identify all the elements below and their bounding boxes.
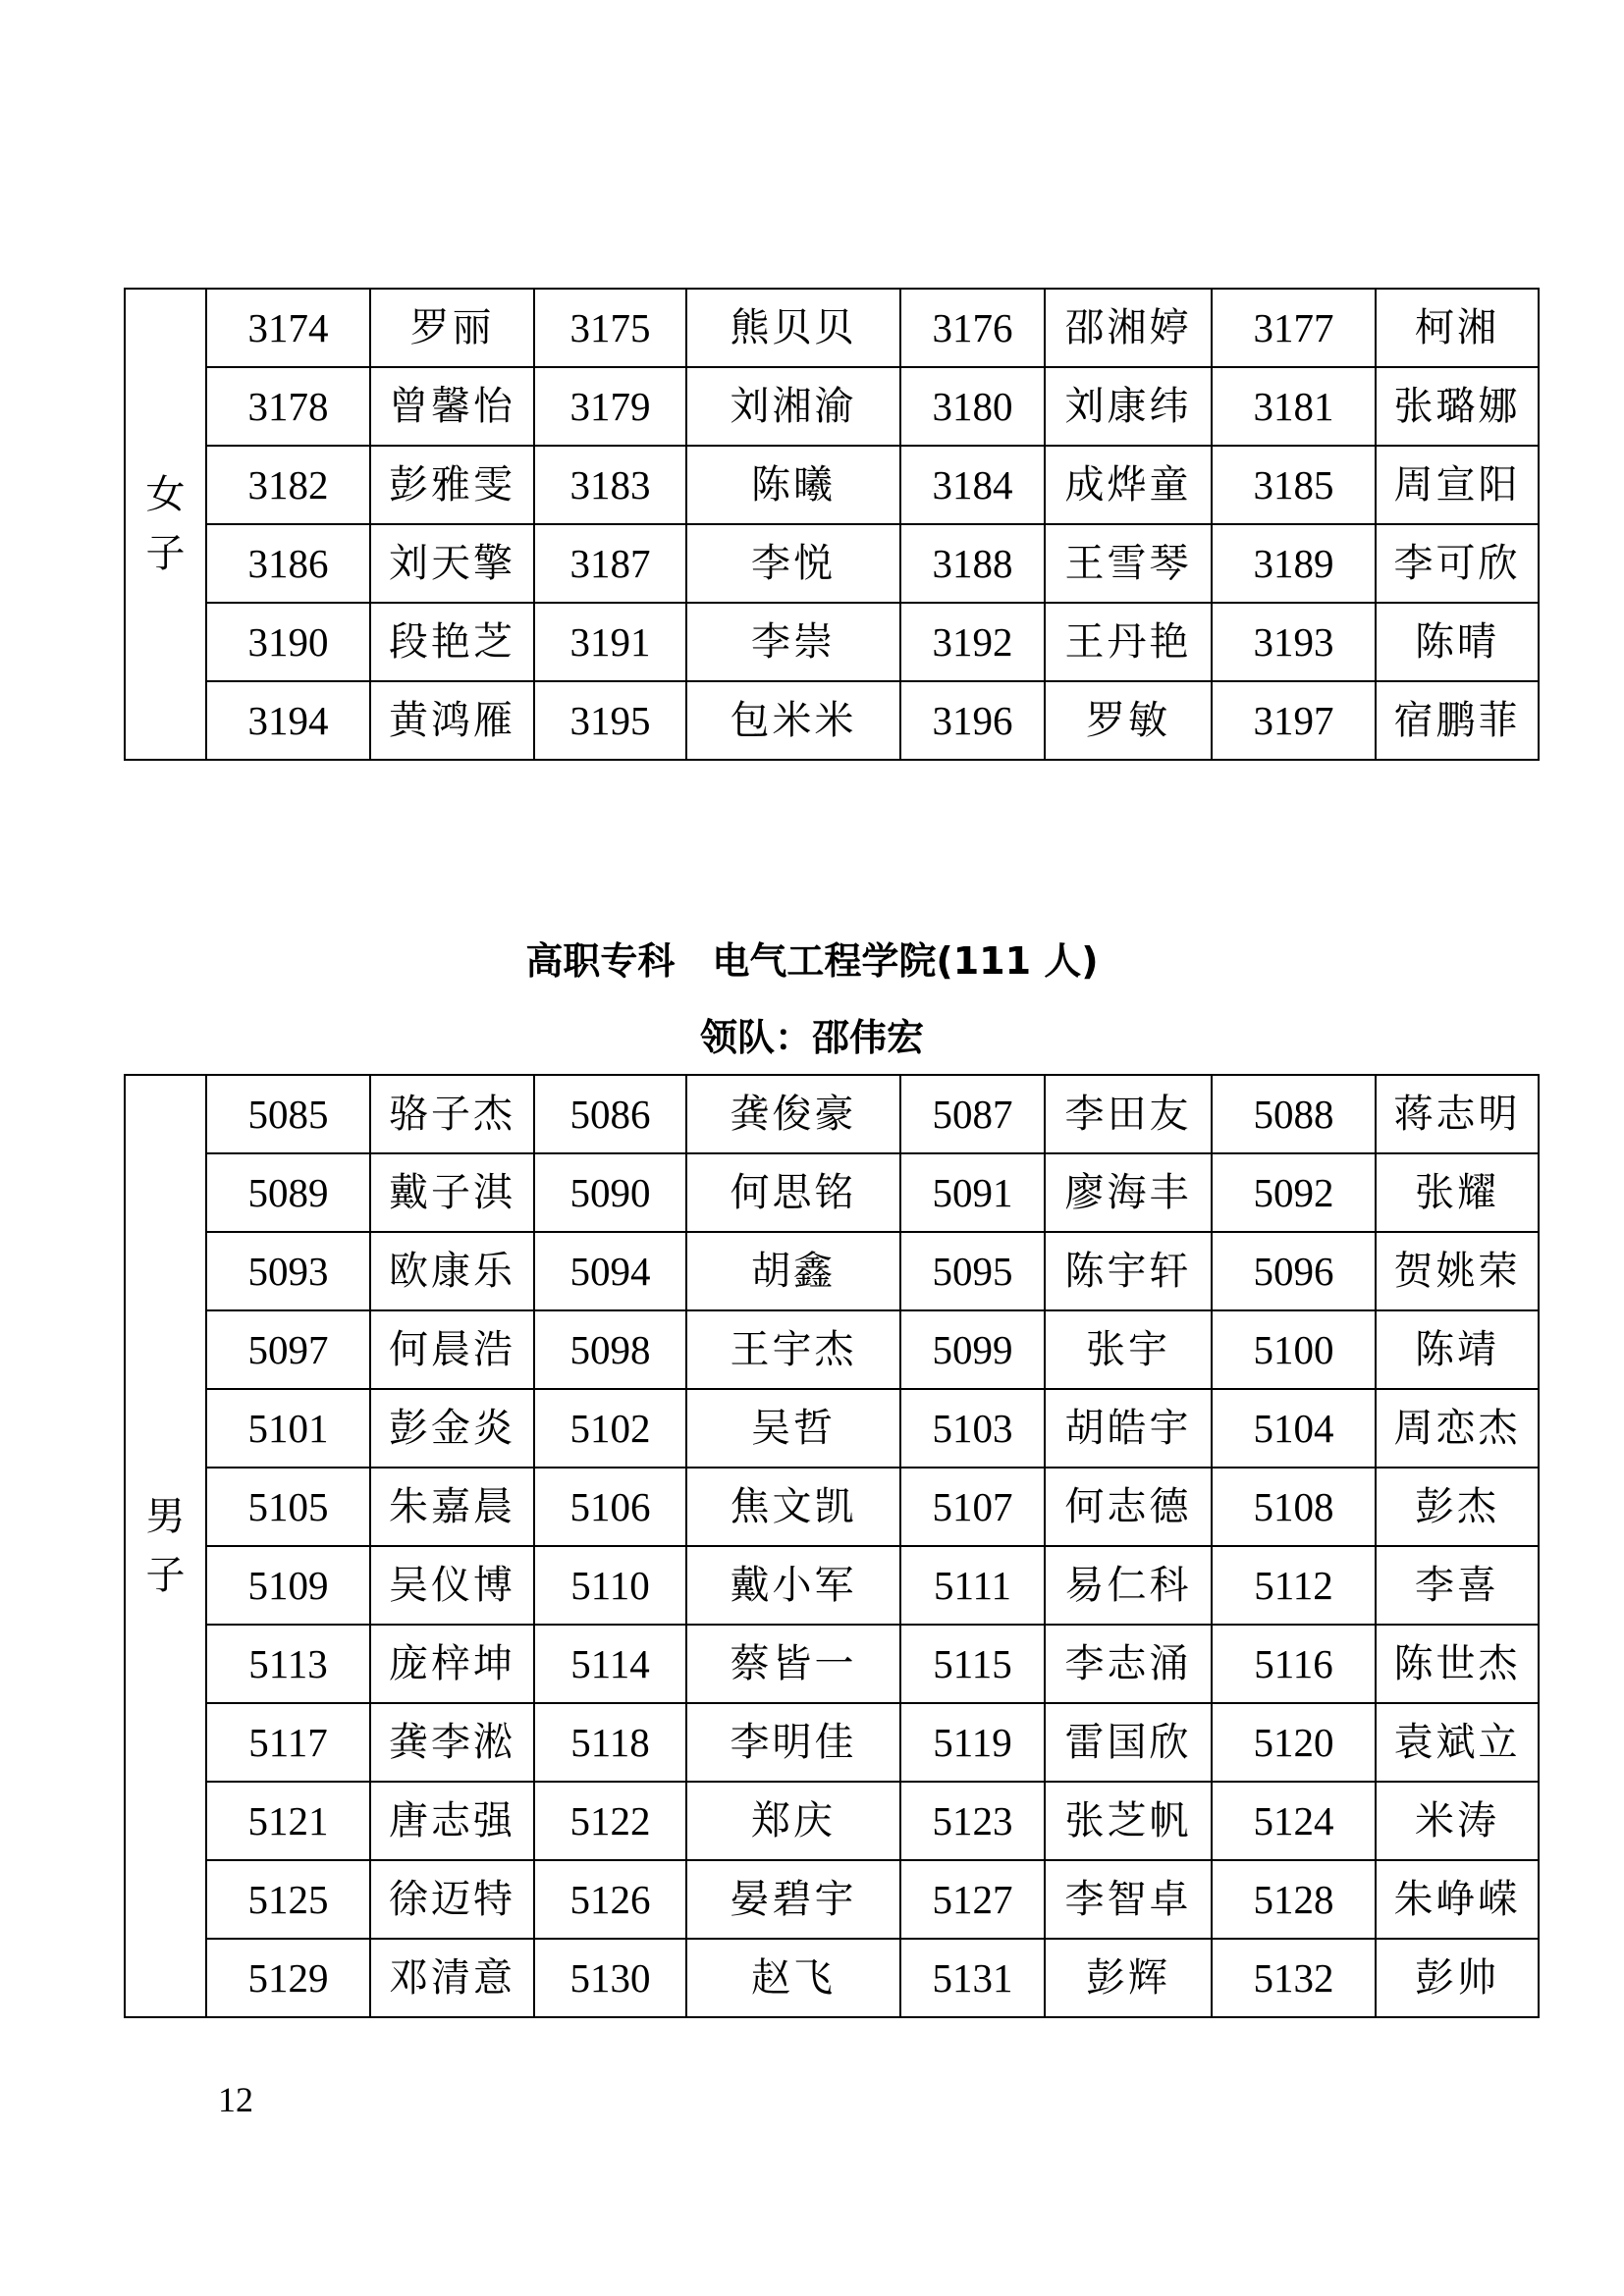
athlete-name: 陈世杰 bbox=[1376, 1625, 1539, 1703]
athlete-number: 5087 bbox=[900, 1075, 1045, 1153]
athlete-name: 何晨浩 bbox=[370, 1310, 534, 1389]
athlete-name: 徐迈特 bbox=[370, 1860, 534, 1939]
athlete-name: 陈宇轩 bbox=[1045, 1232, 1212, 1310]
athlete-name: 何思铭 bbox=[686, 1153, 900, 1232]
athlete-number: 5120 bbox=[1212, 1703, 1376, 1782]
table-row bbox=[125, 1546, 1539, 1625]
table-row bbox=[125, 1860, 1539, 1939]
athlete-number: 3178 bbox=[206, 367, 370, 446]
athlete-name: 欧康乐 bbox=[370, 1232, 534, 1310]
athlete-name: 雷国欣 bbox=[1045, 1703, 1212, 1782]
athlete-number: 5099 bbox=[900, 1310, 1045, 1389]
athlete-name: 袁斌立 bbox=[1376, 1703, 1539, 1782]
athlete-name: 庞梓坤 bbox=[370, 1625, 534, 1703]
athlete-number: 5112 bbox=[1212, 1546, 1376, 1625]
athlete-name: 李崇 bbox=[686, 603, 900, 681]
athlete-number: 3192 bbox=[900, 603, 1045, 681]
athlete-name: 蒋志明 bbox=[1376, 1075, 1539, 1153]
athlete-name: 李志涌 bbox=[1045, 1625, 1212, 1703]
athlete-name: 邓清意 bbox=[370, 1939, 534, 2017]
athlete-name: 胡鑫 bbox=[686, 1232, 900, 1310]
men-roster-table bbox=[124, 1074, 1540, 2018]
table-row bbox=[125, 603, 1539, 681]
athlete-number: 5096 bbox=[1212, 1232, 1376, 1310]
athlete-number: 3191 bbox=[534, 603, 686, 681]
athlete-name: 段艳芝 bbox=[370, 603, 534, 681]
athlete-number: 5110 bbox=[534, 1546, 686, 1625]
athlete-number: 5102 bbox=[534, 1389, 686, 1468]
athlete-name: 彭金炎 bbox=[370, 1389, 534, 1468]
athlete-number: 5127 bbox=[900, 1860, 1045, 1939]
athlete-number: 5114 bbox=[534, 1625, 686, 1703]
athlete-number: 3185 bbox=[1212, 446, 1376, 524]
athlete-number: 5121 bbox=[206, 1782, 370, 1860]
athlete-name: 米涛 bbox=[1376, 1782, 1539, 1860]
athlete-number: 3183 bbox=[534, 446, 686, 524]
athlete-name: 柯湘 bbox=[1376, 289, 1539, 367]
athlete-number: 3196 bbox=[900, 681, 1045, 760]
athlete-name: 陈晴 bbox=[1376, 603, 1539, 681]
athlete-number: 3182 bbox=[206, 446, 370, 524]
athlete-number: 3184 bbox=[900, 446, 1045, 524]
athlete-number: 5101 bbox=[206, 1389, 370, 1468]
table-row bbox=[125, 446, 1539, 524]
athlete-number: 5119 bbox=[900, 1703, 1045, 1782]
athlete-number: 5113 bbox=[206, 1625, 370, 1703]
athlete-name: 易仁科 bbox=[1045, 1546, 1212, 1625]
athlete-name: 胡皓宇 bbox=[1045, 1389, 1212, 1468]
athlete-number: 5095 bbox=[900, 1232, 1045, 1310]
athlete-number: 3181 bbox=[1212, 367, 1376, 446]
table-row bbox=[125, 1232, 1539, 1310]
table-row bbox=[125, 367, 1539, 446]
athlete-number: 3188 bbox=[900, 524, 1045, 603]
athlete-name: 骆子杰 bbox=[370, 1075, 534, 1153]
athlete-name: 唐志强 bbox=[370, 1782, 534, 1860]
athlete-number: 5109 bbox=[206, 1546, 370, 1625]
athlete-name: 晏碧宇 bbox=[686, 1860, 900, 1939]
table-row bbox=[125, 524, 1539, 603]
athlete-number: 3175 bbox=[534, 289, 686, 367]
athlete-name: 李明佳 bbox=[686, 1703, 900, 1782]
table-row bbox=[125, 1625, 1539, 1703]
athlete-name: 彭帅 bbox=[1376, 1939, 1539, 2017]
athlete-number: 5089 bbox=[206, 1153, 370, 1232]
athlete-number: 5128 bbox=[1212, 1860, 1376, 1939]
athlete-number: 5093 bbox=[206, 1232, 370, 1310]
athlete-name: 罗敏 bbox=[1045, 681, 1212, 760]
athlete-number: 5100 bbox=[1212, 1310, 1376, 1389]
athlete-number: 5085 bbox=[206, 1075, 370, 1153]
athlete-number: 3186 bbox=[206, 524, 370, 603]
women-roster-table bbox=[124, 288, 1540, 761]
athlete-number: 5108 bbox=[1212, 1468, 1376, 1546]
athlete-name: 成烨童 bbox=[1045, 446, 1212, 524]
athlete-number: 5126 bbox=[534, 1860, 686, 1939]
athlete-number: 5125 bbox=[206, 1860, 370, 1939]
athlete-number: 3190 bbox=[206, 603, 370, 681]
athlete-name: 吴哲 bbox=[686, 1389, 900, 1468]
athlete-number: 5088 bbox=[1212, 1075, 1376, 1153]
table-row bbox=[125, 1075, 1539, 1153]
athlete-number: 5123 bbox=[900, 1782, 1045, 1860]
athlete-name: 邵湘婷 bbox=[1045, 289, 1212, 367]
athlete-number: 3189 bbox=[1212, 524, 1376, 603]
athlete-number: 5117 bbox=[206, 1703, 370, 1782]
athlete-number: 5092 bbox=[1212, 1153, 1376, 1232]
athlete-name: 曾馨怡 bbox=[370, 367, 534, 446]
table-row bbox=[125, 289, 1539, 367]
athlete-number: 3187 bbox=[534, 524, 686, 603]
athlete-number: 3176 bbox=[900, 289, 1045, 367]
athlete-name: 黄鸿雁 bbox=[370, 681, 534, 760]
athlete-number: 5111 bbox=[900, 1546, 1045, 1625]
section-title: 高职专科 电气工程学院(111 人) bbox=[525, 939, 1099, 983]
table-row bbox=[125, 1939, 1539, 2017]
athlete-name: 龚李淞 bbox=[370, 1703, 534, 1782]
athlete-name: 周恋杰 bbox=[1376, 1389, 1539, 1468]
athlete-number: 5094 bbox=[534, 1232, 686, 1310]
athlete-number: 3197 bbox=[1212, 681, 1376, 760]
athlete-number: 3179 bbox=[534, 367, 686, 446]
athlete-number: 5132 bbox=[1212, 1939, 1376, 2017]
athlete-number: 5097 bbox=[206, 1310, 370, 1389]
athlete-number: 5131 bbox=[900, 1939, 1045, 2017]
athlete-name: 陈靖 bbox=[1376, 1310, 1539, 1389]
athlete-name: 李可欣 bbox=[1376, 524, 1539, 603]
gender-label: 女 子 bbox=[125, 289, 206, 760]
table-row bbox=[125, 1468, 1539, 1546]
athlete-number: 3195 bbox=[534, 681, 686, 760]
athlete-name: 何志德 bbox=[1045, 1468, 1212, 1546]
table-row bbox=[125, 1389, 1539, 1468]
athlete-name: 张宇 bbox=[1045, 1310, 1212, 1389]
athlete-name: 包米米 bbox=[686, 681, 900, 760]
athlete-number: 5107 bbox=[900, 1468, 1045, 1546]
athlete-name: 朱峥嵘 bbox=[1376, 1860, 1539, 1939]
athlete-name: 刘湘渝 bbox=[686, 367, 900, 446]
athlete-name: 张芝帆 bbox=[1045, 1782, 1212, 1860]
athlete-name: 赵飞 bbox=[686, 1939, 900, 2017]
athlete-number: 5130 bbox=[534, 1939, 686, 2017]
athlete-name: 刘康纬 bbox=[1045, 367, 1212, 446]
athlete-name: 廖海丰 bbox=[1045, 1153, 1212, 1232]
athlete-name: 李智卓 bbox=[1045, 1860, 1212, 1939]
athlete-name: 朱嘉晨 bbox=[370, 1468, 534, 1546]
athlete-number: 5118 bbox=[534, 1703, 686, 1782]
athlete-name: 王雪琴 bbox=[1045, 524, 1212, 603]
athlete-number: 5122 bbox=[534, 1782, 686, 1860]
athlete-name: 龚俊豪 bbox=[686, 1075, 900, 1153]
athlete-number: 5106 bbox=[534, 1468, 686, 1546]
athlete-name: 蔡皆一 bbox=[686, 1625, 900, 1703]
athlete-number: 3193 bbox=[1212, 603, 1376, 681]
athlete-name: 周宣阳 bbox=[1376, 446, 1539, 524]
page-number: 12 bbox=[218, 2080, 253, 2119]
athlete-name: 王宇杰 bbox=[686, 1310, 900, 1389]
table-row bbox=[125, 1153, 1539, 1232]
athlete-name: 李喜 bbox=[1376, 1546, 1539, 1625]
athlete-name: 李悦 bbox=[686, 524, 900, 603]
athlete-name: 彭雅雯 bbox=[370, 446, 534, 524]
table-row bbox=[125, 1782, 1539, 1860]
athlete-name: 罗丽 bbox=[370, 289, 534, 367]
athlete-number: 3174 bbox=[206, 289, 370, 367]
athlete-number: 5090 bbox=[534, 1153, 686, 1232]
athlete-name: 彭辉 bbox=[1045, 1939, 1212, 2017]
table-row bbox=[125, 681, 1539, 760]
table-row bbox=[125, 1703, 1539, 1782]
athlete-name: 戴小军 bbox=[686, 1546, 900, 1625]
athlete-number: 5086 bbox=[534, 1075, 686, 1153]
athlete-name: 王丹艳 bbox=[1045, 603, 1212, 681]
athlete-name: 张耀 bbox=[1376, 1153, 1539, 1232]
athlete-number: 3180 bbox=[900, 367, 1045, 446]
team-leader: 领队：邵伟宏 bbox=[699, 1016, 924, 1059]
table-row bbox=[125, 1310, 1539, 1389]
athlete-number: 5129 bbox=[206, 1939, 370, 2017]
athlete-number: 5116 bbox=[1212, 1625, 1376, 1703]
athlete-name: 吴仪博 bbox=[370, 1546, 534, 1625]
athlete-name: 焦文凯 bbox=[686, 1468, 900, 1546]
athlete-number: 5091 bbox=[900, 1153, 1045, 1232]
athlete-name: 刘天擎 bbox=[370, 524, 534, 603]
athlete-number: 5103 bbox=[900, 1389, 1045, 1468]
athlete-number: 5105 bbox=[206, 1468, 370, 1546]
athlete-number: 3194 bbox=[206, 681, 370, 760]
athlete-number: 3177 bbox=[1212, 289, 1376, 367]
athlete-name: 宿鹏菲 bbox=[1376, 681, 1539, 760]
athlete-name: 熊贝贝 bbox=[686, 289, 900, 367]
athlete-name: 戴子淇 bbox=[370, 1153, 534, 1232]
athlete-number: 5124 bbox=[1212, 1782, 1376, 1860]
athlete-name: 陈曦 bbox=[686, 446, 900, 524]
athlete-number: 5104 bbox=[1212, 1389, 1376, 1468]
athlete-name: 郑庆 bbox=[686, 1782, 900, 1860]
athlete-name: 彭杰 bbox=[1376, 1468, 1539, 1546]
athlete-name: 贺姚荣 bbox=[1376, 1232, 1539, 1310]
athlete-number: 5098 bbox=[534, 1310, 686, 1389]
athlete-name: 张璐娜 bbox=[1376, 367, 1539, 446]
athlete-name: 李田友 bbox=[1045, 1075, 1212, 1153]
gender-label: 男 子 bbox=[125, 1075, 206, 2017]
athlete-number: 5115 bbox=[900, 1625, 1045, 1703]
